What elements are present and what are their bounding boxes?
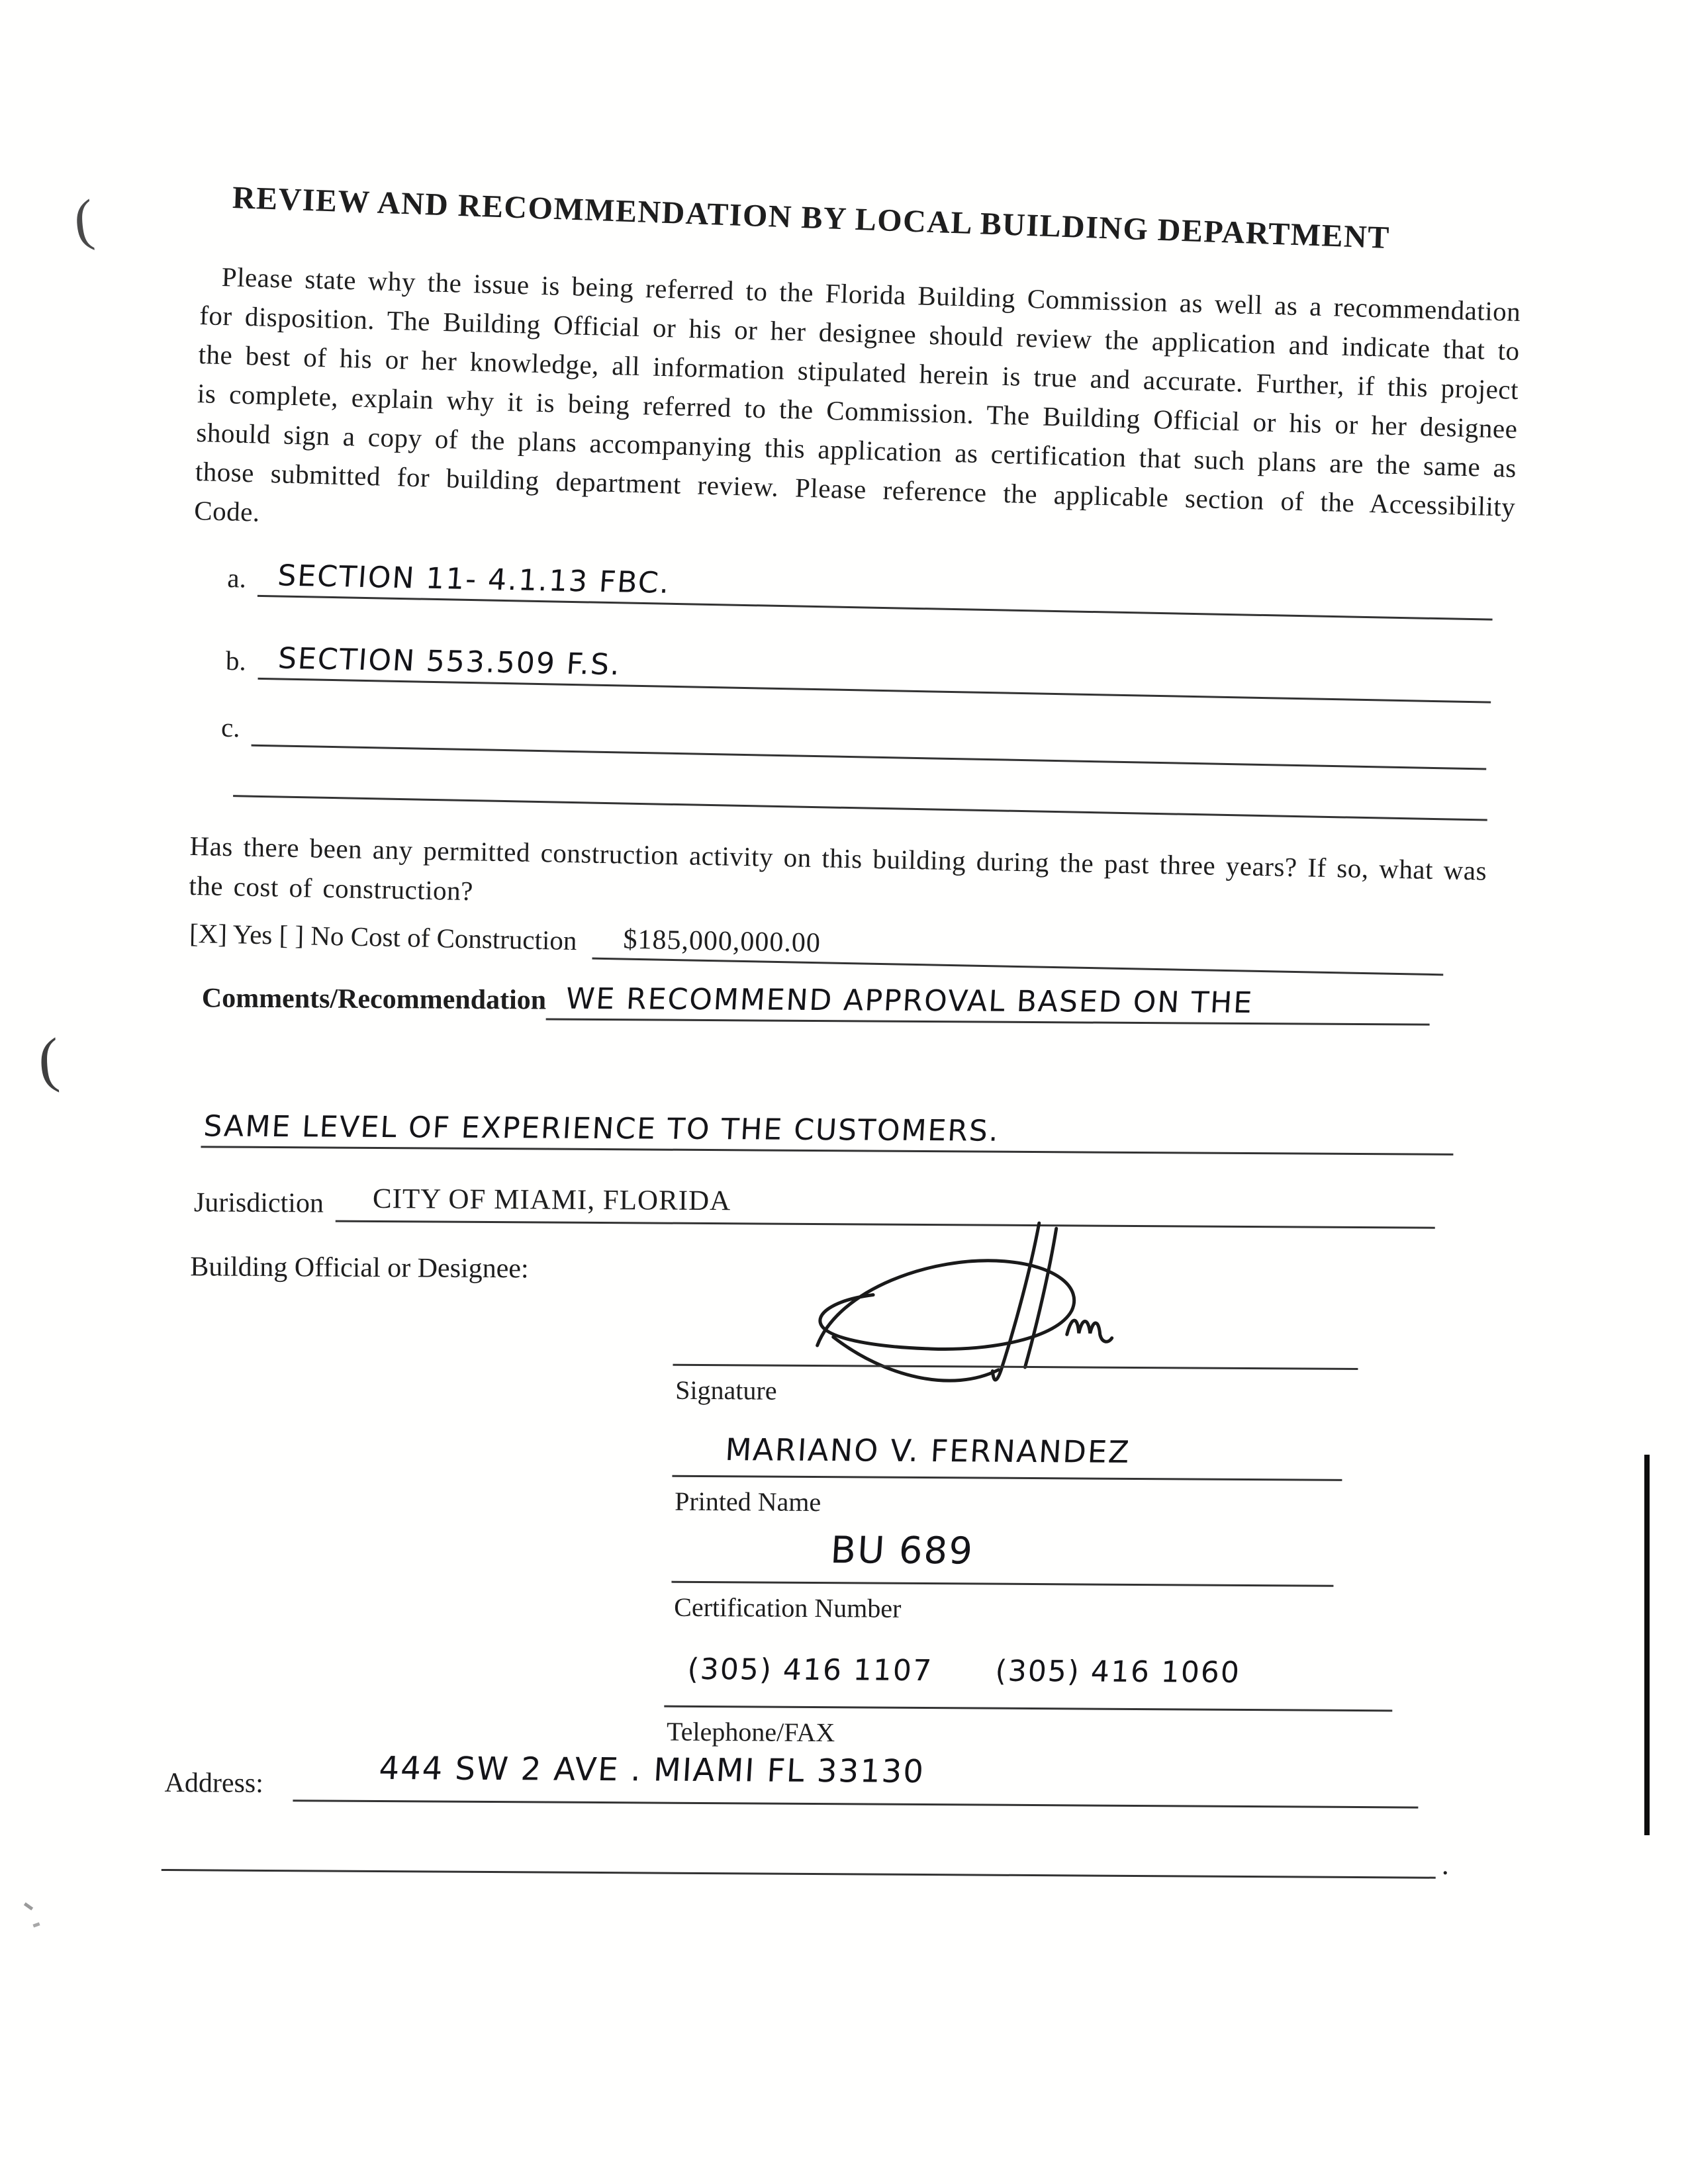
field-line-c: [252, 709, 1487, 770]
comments-line-2: [201, 1109, 1453, 1156]
handwritten-printed-name: MARIANO V. FERNANDEZ: [724, 1432, 1132, 1470]
field-label-b: b.: [225, 645, 247, 676]
handwritten-certification-number: BU 689: [829, 1529, 975, 1573]
address-line: [293, 1799, 1418, 1808]
cost-checkbox-text: [X] Yes [ ] No Cost of Construction: [189, 917, 577, 956]
jurisdiction-value: CITY OF MIAMI, FLORIDA: [372, 1183, 731, 1217]
scan-artifact-paren-top: (: [71, 187, 97, 253]
cost-line: [592, 923, 1444, 976]
printed-name-line: [672, 1475, 1342, 1481]
field-row-a: [227, 558, 1493, 621]
handwritten-section-b: SECTION 553.509 F.S.: [277, 641, 622, 682]
trailing-period: .: [1441, 1848, 1450, 1881]
field-line-a: [258, 559, 1493, 621]
printed-name-caption: Printed Name: [675, 1486, 821, 1518]
handwritten-comments-2: SAME LEVEL OF EXPERIENCE TO THE CUSTOMERS.: [203, 1109, 1001, 1148]
form-upper-section: [182, 179, 1548, 1058]
scan-artifact-vertical-line: [1644, 1455, 1650, 1835]
final-blank-line: [162, 1869, 1436, 1879]
scan-artifact-speck: [24, 1902, 33, 1910]
handwritten-phone-fax: [687, 1653, 1241, 1690]
certification-caption: Certification Number: [674, 1592, 902, 1623]
document-title: REVIEW AND RECOMMENDATION BY LOCAL BUILDING DEPARTMENT: [232, 179, 1391, 256]
phone-line: [664, 1706, 1392, 1712]
form-lower-section: [160, 979, 1589, 1948]
comments-label: Comments/Recommendation: [201, 983, 547, 1016]
field-label-c: c.: [220, 711, 240, 743]
handwritten-fax: (305) 416 1060: [994, 1654, 1242, 1690]
comments-row-2: [201, 1109, 1453, 1156]
jurisdiction-label: Jurisdiction: [193, 1187, 324, 1219]
field-row-b: [225, 641, 1491, 704]
signature-image: [792, 1203, 1124, 1410]
address-label: Address:: [164, 1768, 264, 1799]
construction-question: Has there been any permitted construction activity on this building during the past three years? If so, what was the cost of construction?: [189, 830, 1487, 907]
intro-paragraph: Please state why the issue is being referred to the Florida Building Commission as well as a recommendation for disposition. The Building Official or his or her designee should review the application and indicate that to the best of his or her knowledge, all information stipulated herein is true and accurate. Further, if this project is complete, explain why it is being referred to the Commission. The Building Official or his or her designee should sign a copy of the plans accompanying this application as certification that such plans are the same as those submitted for building department review. Please reference the applicable section of the Accessibility Code.: [193, 261, 1521, 527]
phone-caption: Telephone/FAX: [666, 1716, 835, 1748]
handwritten-section-a: SECTION 11- 4.1.13 FBC.: [277, 559, 672, 600]
handwritten-telephone: (305) 416 1107: [686, 1652, 934, 1688]
handwritten-comments-1: WE RECOMMEND APPROVAL BASED ON THE: [565, 981, 1254, 1021]
field-line-c-continuation: [233, 795, 1487, 821]
field-line-b: [258, 641, 1491, 704]
cost-amount: $185,000,000.00: [623, 924, 821, 959]
field-row-c: [221, 709, 1487, 770]
comments-line-1: [546, 982, 1430, 1026]
comments-row: [202, 979, 1430, 1025]
scan-artifact-speck: [32, 1922, 40, 1927]
field-label-a: a.: [226, 562, 247, 594]
signature-caption: Signature: [675, 1375, 777, 1406]
building-official-label: Building Official or Designee:: [190, 1251, 529, 1285]
certification-line: [671, 1581, 1333, 1587]
scan-artifact-paren-mid: (: [36, 1025, 62, 1094]
handwritten-address: 444 SW 2 AVE . MIAMI FL 33130: [378, 1750, 926, 1791]
